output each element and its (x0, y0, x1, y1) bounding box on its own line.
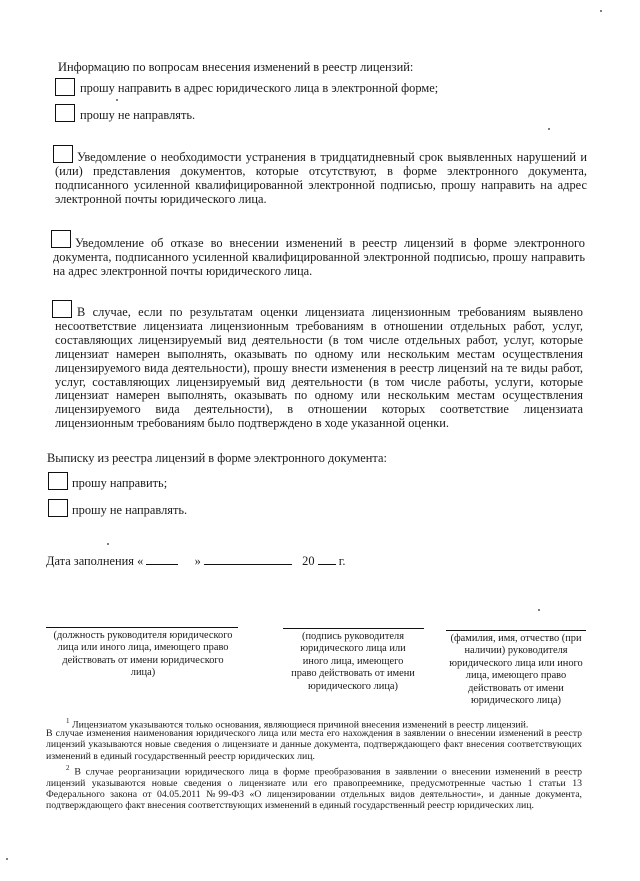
notice-fix-text: Уведомление о необходимости устранения в тридцатидневный срок выявленных нарушений и (или) представления документов, которые отсутствуют, в форме электронного документа, подписанного усиленной квалифицированной электронной подписью, прошу направить на адрес электронной почты юридического лица. (55, 150, 587, 206)
position-line[interactable] (46, 627, 238, 628)
date-year-suffix: г. (338, 554, 346, 568)
footnote-2-text: В случае реорганизации юридического лица в форме преобразования в заявлении о внесении изменений в реестр лицензий указываются новые сведения о лицензиате или его правопреемнике, предусмотренные частью 1 статьи 13 Федерального закона от 04.05.2011 №99-ФЗ «О лицензировании отдельных видов деятельности», и данные документа, подтверждающего факт внесения соответствующих изменений в единый государственный реестр юридических лиц. (46, 766, 583, 812)
date-day-field[interactable] (146, 554, 178, 565)
footnote-2-mark: 2 (66, 764, 70, 772)
date-year-field[interactable] (318, 554, 336, 565)
scan-speck (548, 128, 550, 130)
scan-speck (600, 10, 602, 12)
footnote-1-text: Лицензиатом указываются только основания, являющиеся причиной внесения изменений в реестр лицензий. (71, 719, 529, 731)
date-open-quote: « (137, 554, 144, 568)
info-nosend-checkbox[interactable] (55, 104, 75, 122)
scan-speck (538, 609, 540, 611)
footnote-2 (46, 763, 582, 811)
notice-refusal-text: Уведомление об отказе во внесении изменений в реестр лицензий в форме электронного документа, подписанного усиленной квалифицированной электронной подписью, прошу направить на адрес электронной почты юридического лица. (53, 236, 585, 278)
extract-nosend-checkbox[interactable] (48, 499, 68, 517)
date-month-field[interactable] (204, 554, 292, 565)
case-paragraph (55, 306, 583, 431)
date-row (46, 554, 346, 569)
date-close-quote: » (194, 554, 201, 568)
position-caption: (должность руководителя юридического лица или иного лица, имеющего право действовать от имени юридического лица) (53, 630, 233, 679)
info-send-checkbox[interactable] (55, 78, 75, 96)
signature-line[interactable] (283, 628, 424, 629)
extract-nosend-label: прошу не направлять. (72, 503, 188, 517)
extract-send-label: прошу направить; (72, 476, 168, 490)
extract-send-checkbox[interactable] (48, 472, 68, 490)
info-nosend-label: прошу не направлять. (80, 108, 196, 122)
extract-heading: Выписку из реестра лицензий в форме электронного документа: (47, 451, 387, 465)
signature-caption: (подпись руководителя юридического лица или иного лица, имеющего право действовать от имени юридического лица) (291, 631, 415, 692)
scan-speck (6, 858, 8, 860)
notice-fix-paragraph (55, 151, 587, 207)
footnote-1-mark: 1 (66, 717, 70, 725)
info-send-label: прошу направить в адрес юридического лица в электронной форме; (80, 81, 439, 95)
scan-speck (116, 99, 118, 101)
date-year-prefix: 20 (302, 554, 315, 568)
footnote-1-continued: В случае изменения наименования юридического лица или места его нахождения в заявлении о внесении изменений в реестр лицензий указываются новые сведения о лицензиате и данные документа, подтверждающего факт внесения соответствующих изменений в единый государственный реестр юридических лиц. (46, 728, 582, 762)
notice-refusal-paragraph (53, 237, 585, 279)
scan-speck (107, 543, 109, 545)
info-heading: Информацию по вопросам внесения изменений в реестр лицензий: (58, 60, 414, 74)
name-line[interactable] (446, 630, 586, 631)
name-caption: (фамилия, имя, отчество (при наличии) руководителя юридического лица или иного лица, имеющего право действовать от имени юридического лица) (449, 633, 583, 707)
date-label: Дата заполнения (46, 554, 134, 568)
case-text: В случае, если по результатам оценки лицензиата лицензионным требованиям выявлено несоответствие лицензиата лицензионным требованиям в отношении отдельных работ, услуг, составляющих лицензируемый вид деятельности (в том числе отдельных работ, услуг, которые лицензиат намерен выполнять, оказывать по одному или нескольким местам осуществления лицензируемого вида деятельности), прошу внести изменения в реестр лицензий на те виды работ, услуг, составляющих лицензируемый вид деятельности (в том числе работы, услуги, которые лицензиат намерен выполнять, оказывать по одному или нескольким местам осуществления лицензируемого вида деятельности), в отношении которых соответствие лицензиата лицензионным требованиям было подтверждено в ходе указанной оценки. (55, 305, 583, 431)
